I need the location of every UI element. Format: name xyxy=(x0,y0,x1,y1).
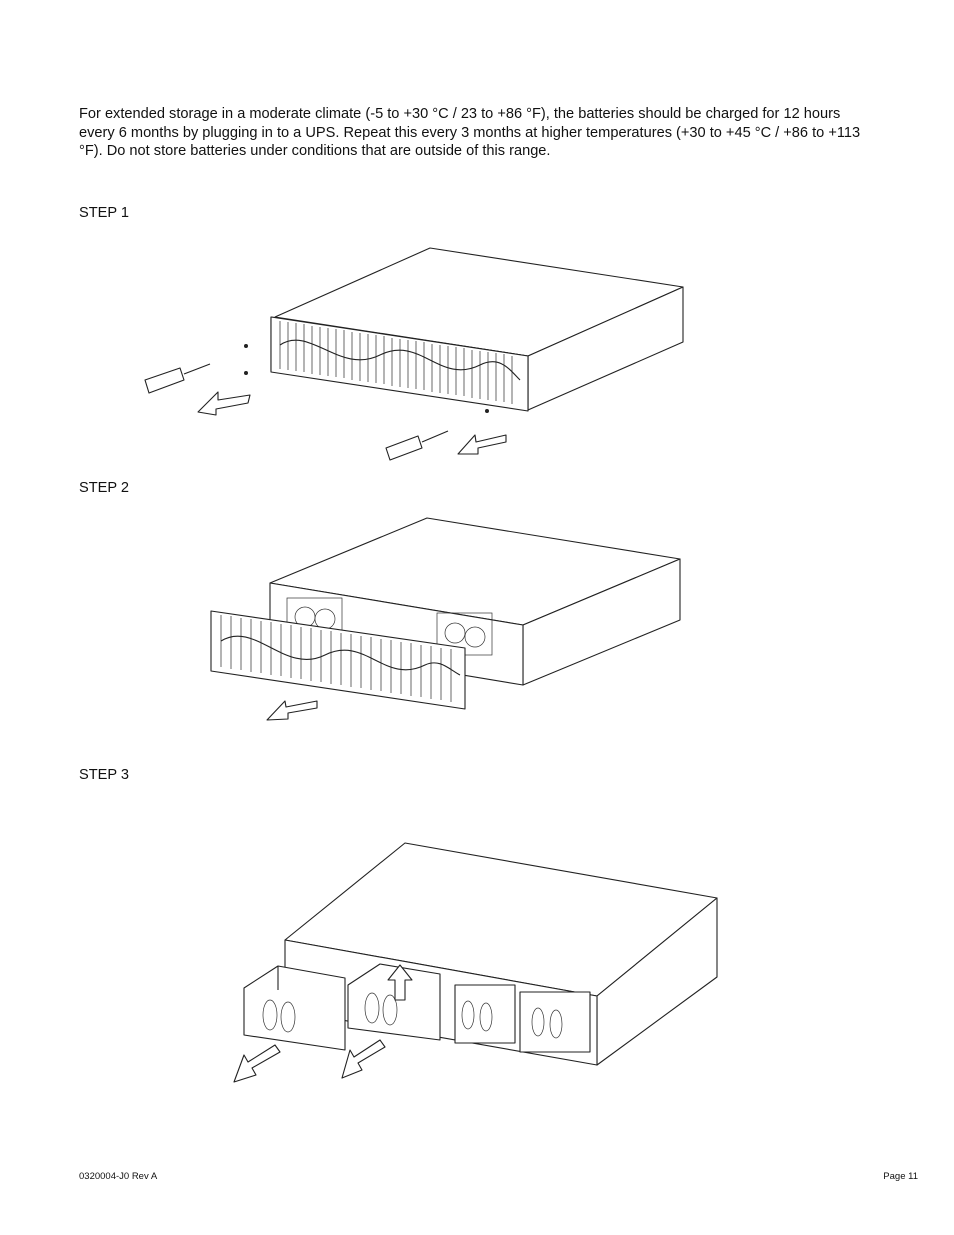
arrow-right-icon xyxy=(458,435,506,454)
step-3-illustration xyxy=(230,840,730,1090)
battery-pack-left xyxy=(244,966,345,1050)
screwdriver-right-icon xyxy=(386,431,448,460)
document-id: 0320004-J0 Rev A xyxy=(79,1171,158,1182)
page-number: Page 11 xyxy=(883,1171,918,1182)
arrow-left-icon xyxy=(198,392,250,415)
arrow-out-center-icon xyxy=(342,1040,385,1078)
step-1-illustration xyxy=(140,245,700,465)
storage-instructions-paragraph: For extended storage in a moderate climate (-5 to +30 °C / 23 to +86 °F), the batteries should be charged for 12 hours every 6 months by plugging in to a UPS. Repeat this every 3 months at higher temperatures (+30 to +45 °C / +86 to +113 °F). Do not store batteries under conditions that are outside of this range. xyxy=(79,106,861,159)
arrow-out-left-icon xyxy=(234,1045,280,1082)
screwdriver-left-icon xyxy=(145,364,210,393)
step-1-label: STEP 1 xyxy=(79,205,130,221)
step-2-illustration xyxy=(205,515,685,725)
step-2-label: STEP 2 xyxy=(79,480,130,496)
step-3-label: STEP 3 xyxy=(79,767,130,783)
arrow-out-icon xyxy=(267,701,317,720)
